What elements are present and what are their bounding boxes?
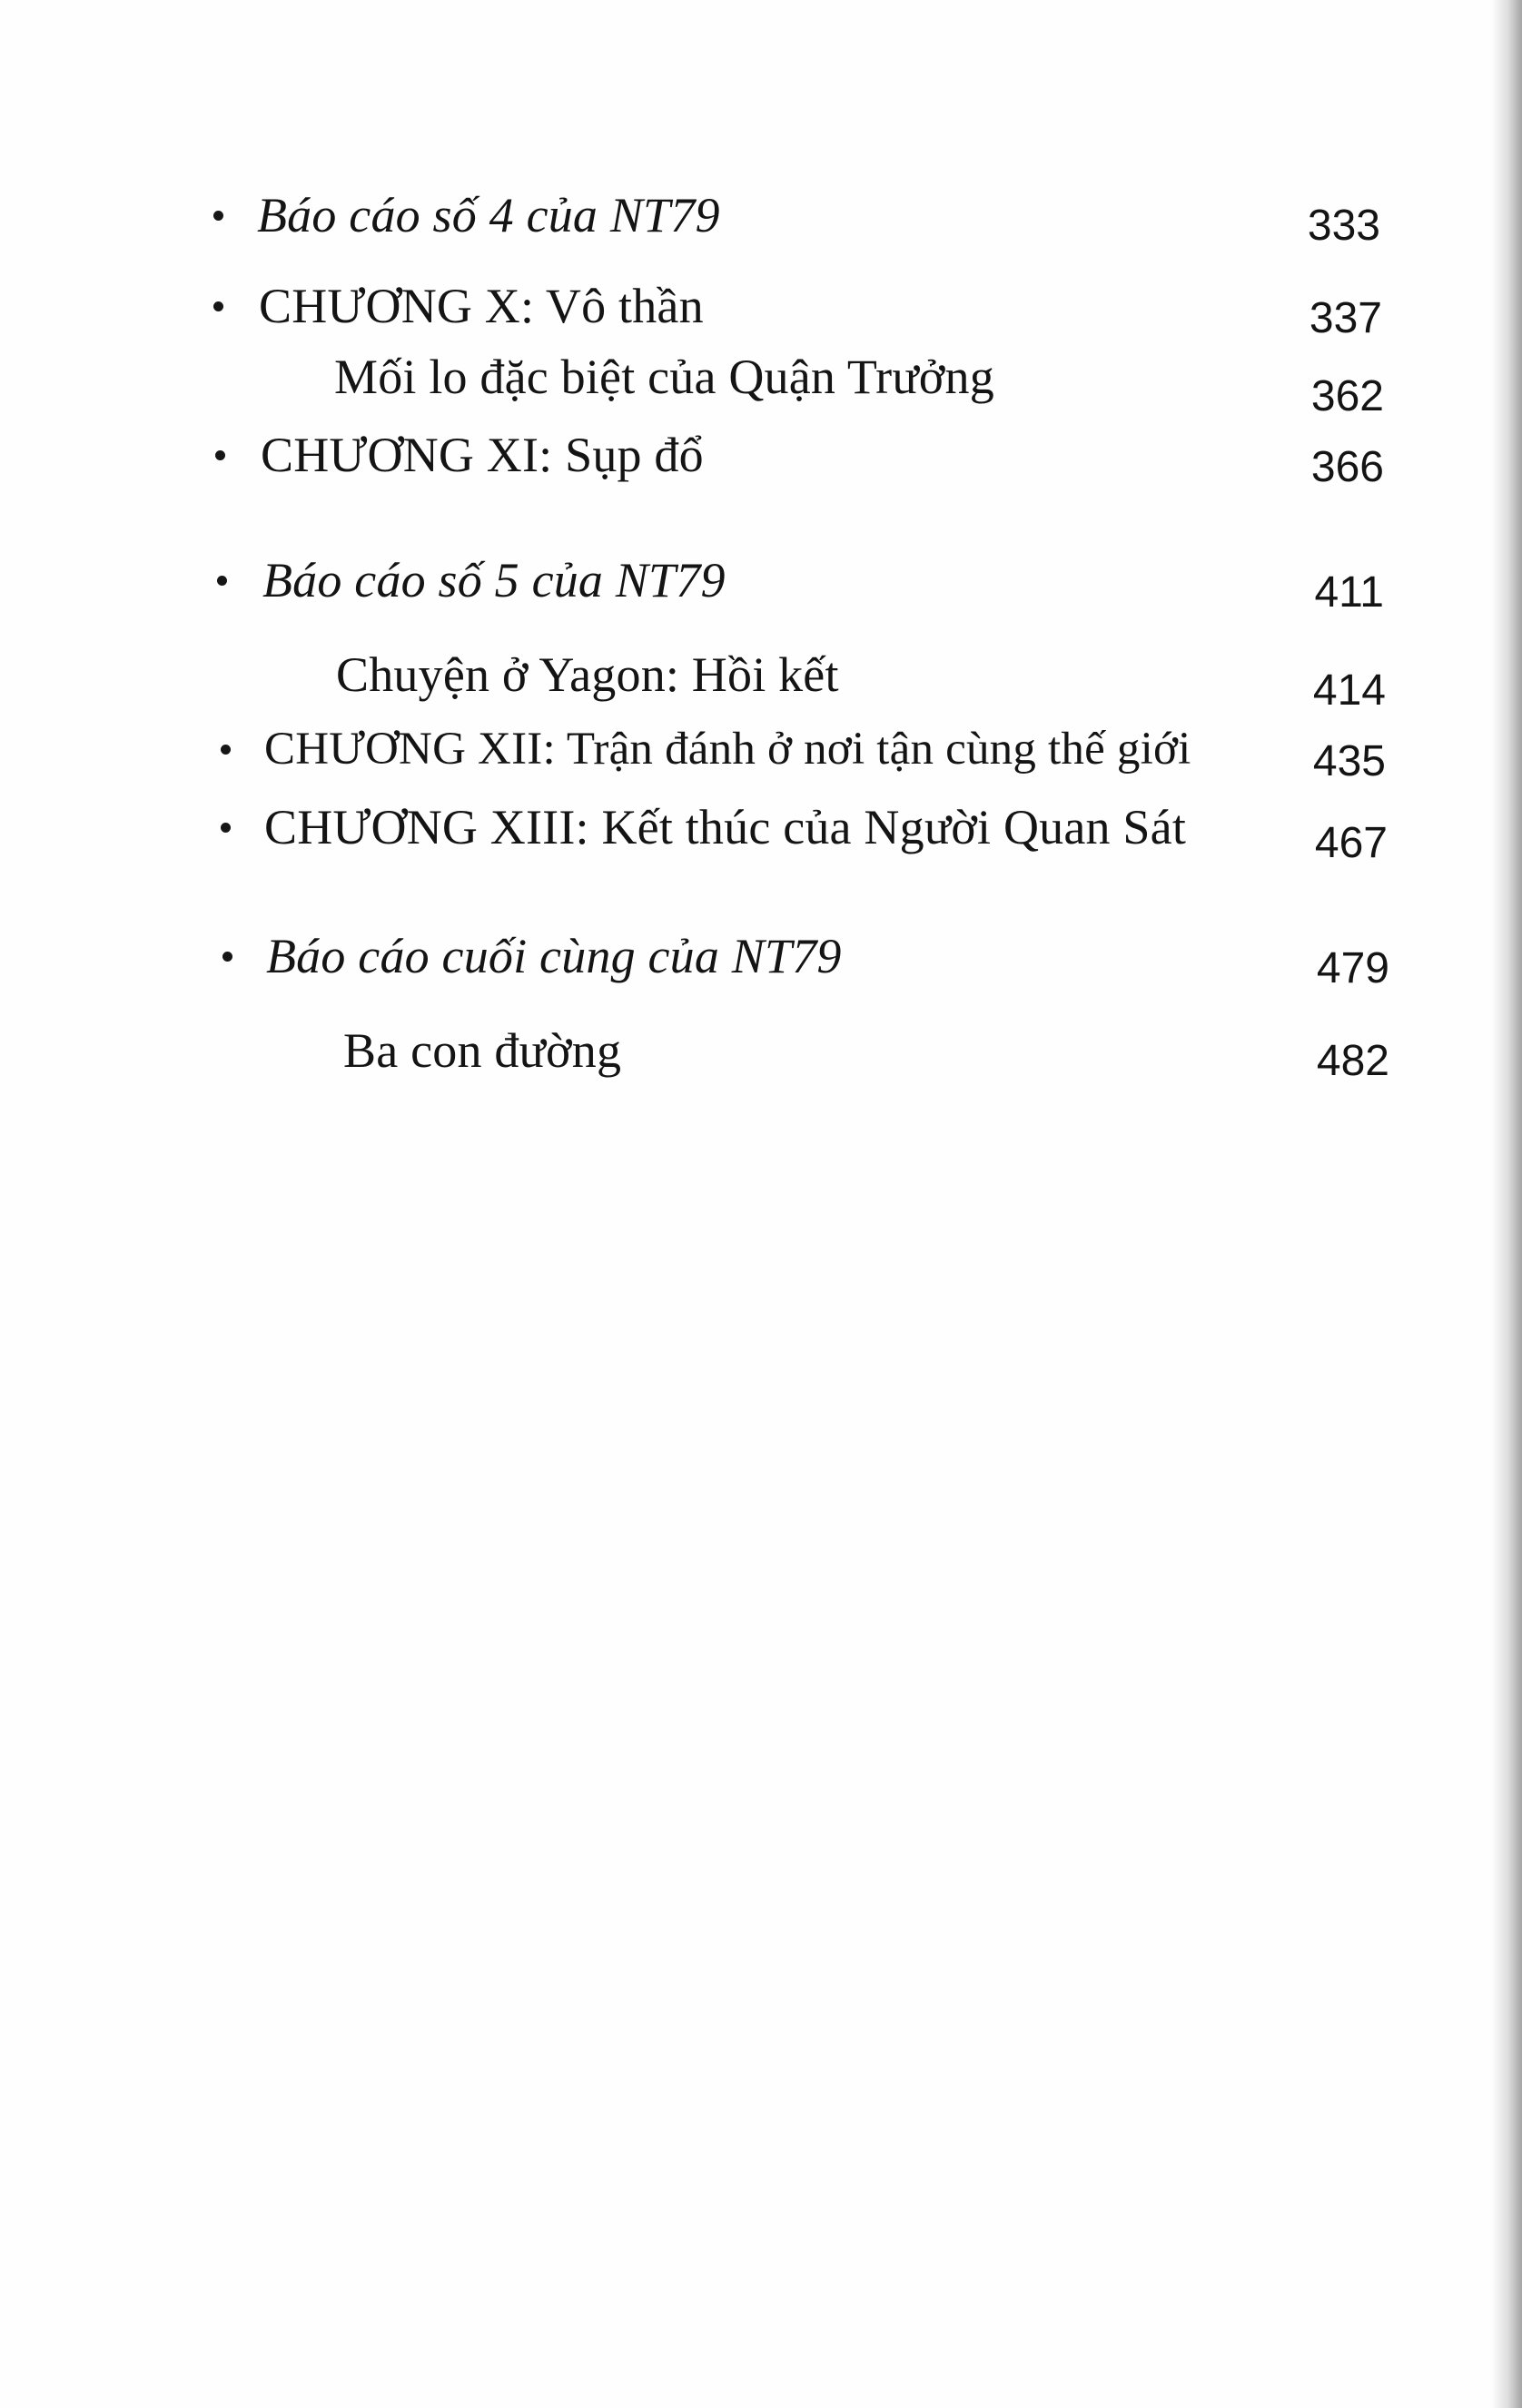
bullet-icon — [213, 301, 223, 311]
toc-entry-page: 366 — [1310, 443, 1384, 491]
toc-entry-title: Báo cáo số 4 của NT79 — [257, 188, 720, 242]
bullet-icon — [222, 952, 232, 962]
bullet-icon — [221, 745, 231, 755]
toc-entry-page: 467 — [1314, 819, 1388, 867]
toc-entry-report-5 — [0, 539, 1522, 621]
toc-entry-page: 482 — [1316, 1037, 1389, 1085]
toc-entry-page: 435 — [1312, 737, 1386, 785]
toc-entry-title: CHƯƠNG XI: Sụp đổ — [261, 428, 704, 482]
toc-entry-title: CHƯƠNG XII: Trận đánh ở nơi tận cùng thế giới — [264, 724, 1191, 775]
toc-entry-page: 362 — [1310, 372, 1384, 420]
toc-entry-page: 333 — [1307, 202, 1380, 250]
toc-entry-chapter-xii — [0, 708, 1522, 790]
toc-entry-title: Mối lo đặc biệt của Quận Trưởng — [334, 350, 994, 404]
bullet-icon — [215, 450, 225, 460]
toc-entry-page: 337 — [1309, 294, 1382, 342]
toc-entry-final-report — [0, 915, 1522, 997]
toc-entry-chapter-xiii — [0, 786, 1522, 868]
toc-entry-page: 479 — [1316, 944, 1389, 992]
toc-entry-page: 414 — [1312, 666, 1386, 715]
toc-entry-district-chief — [0, 336, 1522, 418]
toc-entry-title: Báo cáo cuối cùng của NT79 — [266, 929, 842, 983]
bullet-icon — [221, 823, 231, 833]
toc-entry-title: Chuyện ở Yagon: Hồi kết — [336, 647, 839, 702]
toc-entry-yagon-epilogue — [0, 634, 1522, 715]
toc-entry-title: CHƯƠNG XIII: Kết thúc của Người Quan Sát — [264, 800, 1187, 854]
toc-entry-report-4 — [0, 174, 1522, 256]
toc-entry-title: CHƯƠNG X: Vô thần — [259, 279, 704, 333]
toc-entry-three-paths — [0, 1010, 1522, 1091]
bullet-icon — [213, 211, 223, 221]
toc-entry-title: Ba con đường — [343, 1023, 622, 1078]
toc-entry-title: Báo cáo số 5 của NT79 — [262, 553, 726, 607]
toc-entry-page: 411 — [1314, 568, 1384, 617]
toc-entry-chapter-x — [0, 265, 1522, 347]
bullet-icon — [217, 576, 227, 586]
toc-entry-chapter-xi — [0, 414, 1522, 496]
